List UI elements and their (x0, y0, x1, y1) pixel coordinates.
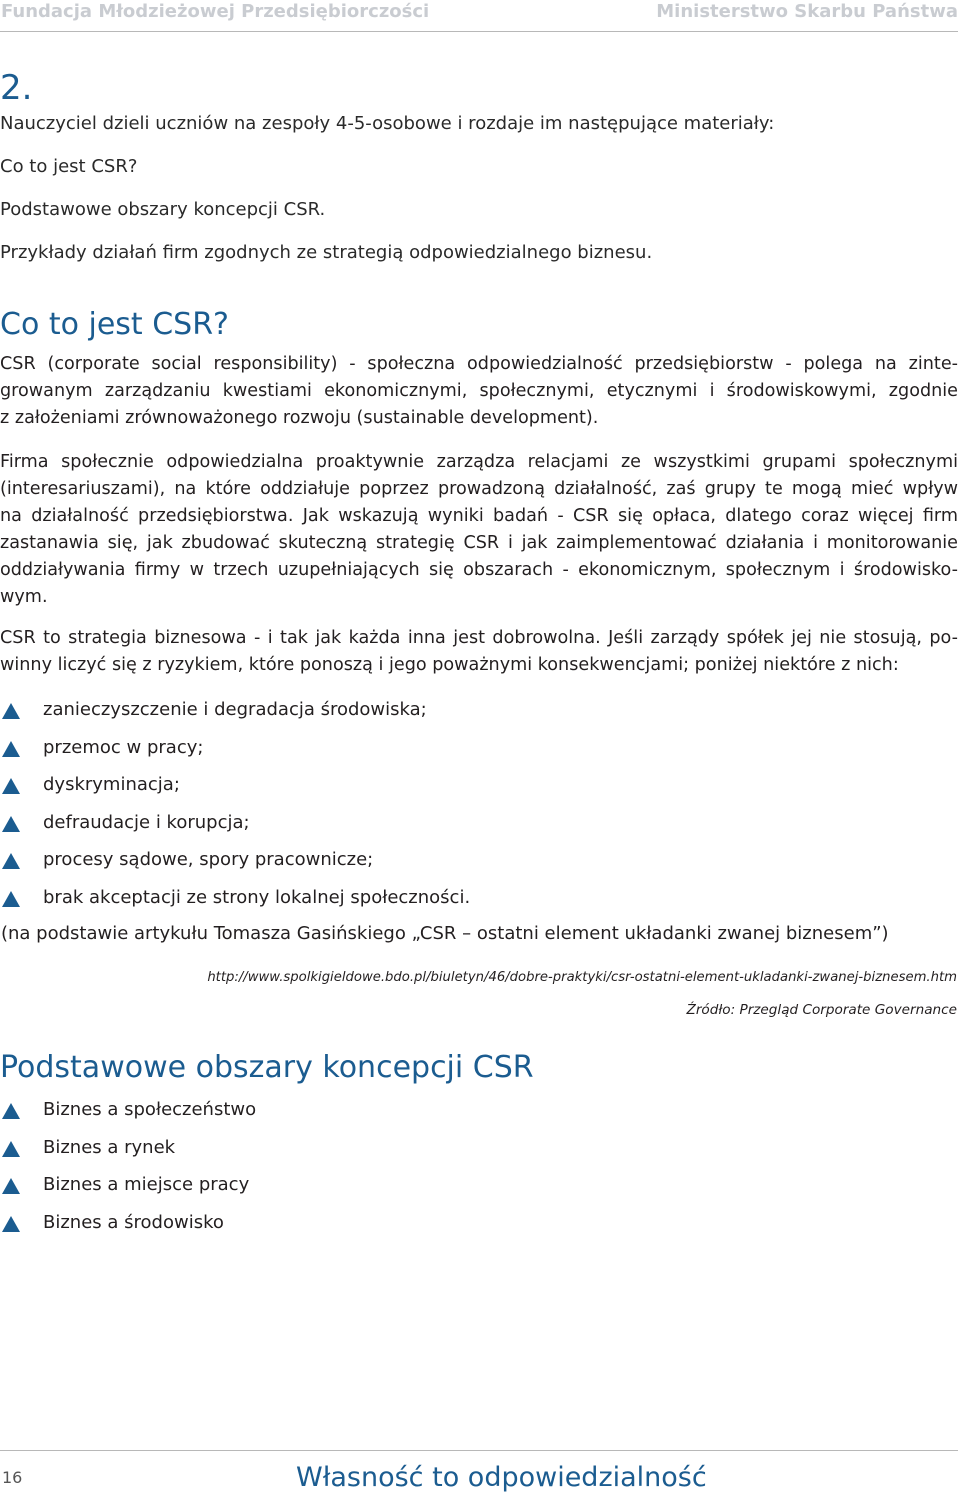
triangle-bullet-icon (2, 1103, 20, 1119)
triangle-bullet-icon (2, 1178, 20, 1194)
list-item: zanieczyszczenie i degradacja środowiska; (0, 695, 958, 733)
source-url: http://www.spolkigieldowe.bdo.pl/biuletyn/46/dobre-praktyki/csr-ostatni-element-ukladanki-zwanej-biznesem.htm (207, 970, 957, 985)
intro-line: Nauczyciel dzieli uczniów na zespoły 4-5-osobowe i rozdaje im następujące materiały: (0, 113, 775, 134)
page-header (0, 0, 958, 32)
paragraph-line: Firma społecznie odpowiedzialna proaktywnie zarządza relacjami ze wszystkimi grupami społecznymi (0, 452, 958, 472)
triangle-bullet-icon (2, 816, 20, 832)
list-item: przemoc w pracy; (0, 733, 958, 771)
triangle-bullet-icon (2, 778, 20, 794)
paragraph-line: na działalność przedsiębiorstwa. Jak wskazują wyniki badań - CSR się opłaca, dlatego coraz więcej firm (0, 506, 958, 526)
page-number: 16 (2, 1468, 23, 1487)
paragraph-line: z założeniami zrównoważonego rozwoju (sustainable development). (0, 408, 599, 428)
triangle-bullet-icon (2, 891, 20, 907)
list-item: Biznes a rynek (0, 1133, 958, 1171)
list-item: procesy sądowe, spory pracownicze; (0, 845, 958, 883)
paragraph-line: wym. (0, 587, 48, 607)
header-right-org: Ministerstwo Skarbu Państwa (656, 1, 958, 22)
list-item: defraudacje i korupcja; (0, 808, 958, 846)
intro-list (0, 110, 774, 282)
paragraph-line: CSR (corporate social responsibility) - społeczna odpowiedzialność przedsiębiorstw - polega na zinte- (0, 354, 958, 374)
paragraph-strategy (0, 625, 958, 679)
triangle-bullet-icon (2, 741, 20, 757)
paragraph-line: oddziaływania firmy w trzech uzupełniających się obszarach - ekonomicznym, społecznym i środowisko- (0, 560, 958, 580)
triangle-bullet-icon (2, 1216, 20, 1232)
source-credit: Źródło: Przegląd Corporate Governance (686, 1002, 957, 1018)
triangle-bullet-icon (2, 853, 20, 869)
list-item: Biznes a społeczeństwo (0, 1095, 958, 1133)
paragraph-line: zastanawia się, jak zbudować skuteczną strategię CSR i jak zaimplementować działania i monitorowanie (0, 533, 958, 553)
intro-line: Podstawowe obszary koncepcji CSR. (0, 199, 326, 220)
paragraph-line: CSR to strategia biznesowa - i tak jak każda inna jest dobrowolna. Jeśli zarządy spółek jej nie stosują, po- (0, 628, 958, 648)
list-item: Biznes a środowisko (0, 1208, 958, 1246)
paragraph-line: winny liczyć się z ryzykiem, które ponoszą i jego poważnymi konsekwencjami; poniżej niektóre z nich: (0, 655, 899, 675)
paragraph-responsible-firm (0, 449, 958, 611)
paragraph-definition (0, 351, 958, 432)
header-left-org: Fundacja Młodzieżowej Przedsiębiorczości (1, 1, 430, 22)
section-title-csr: Co to jest CSR? (0, 307, 229, 342)
footer-divider (0, 1450, 958, 1451)
list-item: dyskryminacja; (0, 770, 958, 808)
risk-list (0, 695, 958, 920)
source-note: (na podstawie artykułu Tomasza Gasińskiego „CSR – ostatni element układanki zwanej biznesem”) (1, 923, 889, 944)
footer-title: Własność to odpowiedzialność (296, 1462, 707, 1493)
list-item: brak akceptacji ze strony lokalnej społeczności. (0, 883, 958, 921)
paragraph-line: (interesariuszami), na które oddziałuje poprzez prowadzoną działalność, zaś grupy te mogą mieć wpływ (0, 479, 958, 499)
paragraph-line: growanym zarządzaniu kwestiami ekonomicznymi, społecznymi, etycznymi i środowiskowymi, zgodnie (0, 381, 958, 401)
areas-list (0, 1095, 958, 1245)
triangle-bullet-icon (2, 1141, 20, 1157)
triangle-bullet-icon (2, 703, 20, 719)
step-number: 2. (0, 68, 33, 108)
section-title-areas: Podstawowe obszary koncepcji CSR (0, 1050, 534, 1085)
intro-line: Przykłady działań firm zgodnych ze strategią odpowiedzialnego biznesu. (0, 242, 653, 263)
intro-line: Co to jest CSR? (0, 156, 138, 177)
list-item: Biznes a miejsce pracy (0, 1170, 958, 1208)
